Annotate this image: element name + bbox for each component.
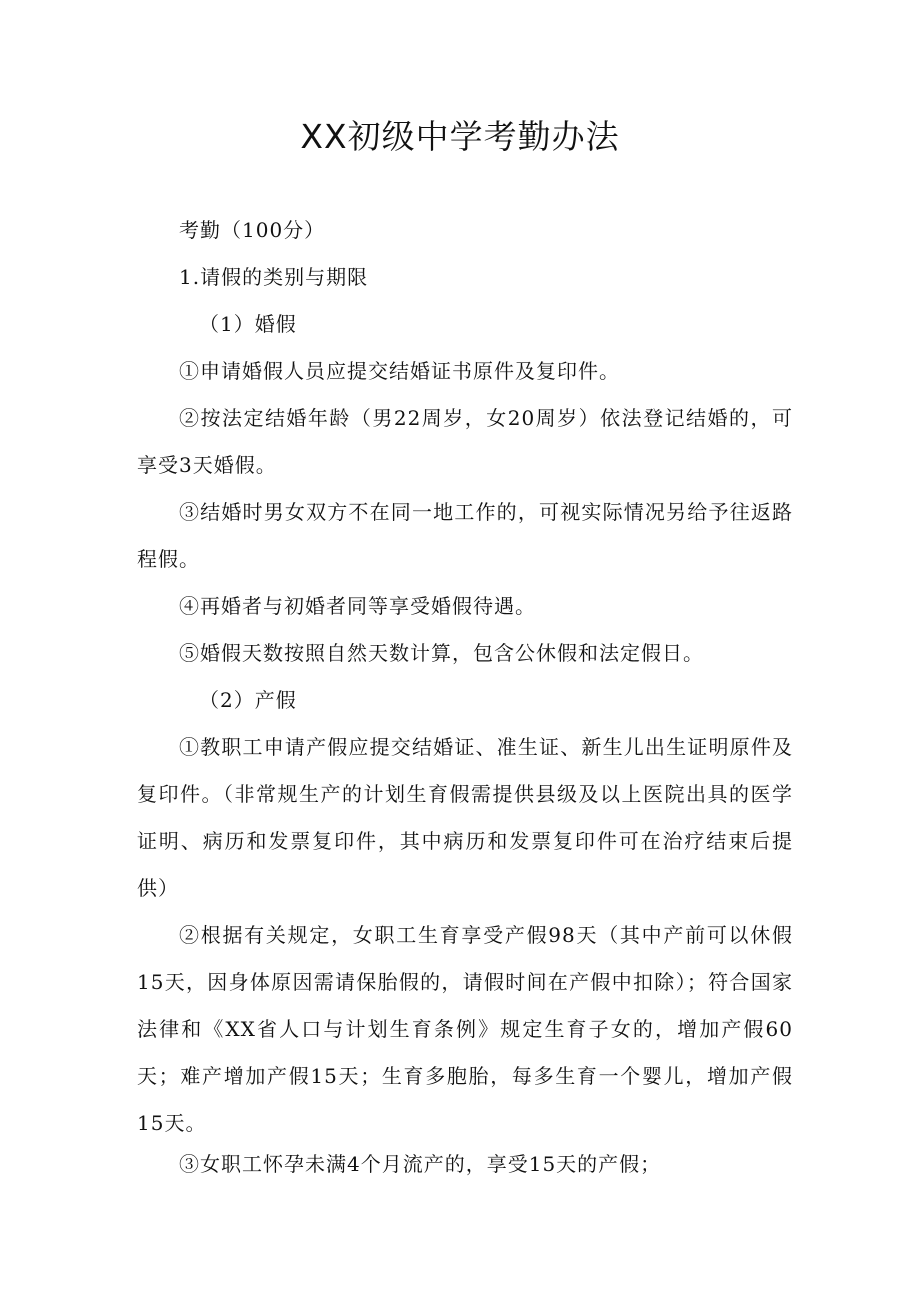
document-body (137, 207, 793, 1188)
paragraph-attendance-score: 考勤（100分） (179, 218, 326, 242)
paragraph-marriage-5: ⑤婚假天数按照自然天数计算，包含公休假和法定假日。 (179, 641, 704, 665)
paragraph-marriage-3: ③结婚时男女双方不在同一地工作的，可视实际情况另给予往返路程假。 (137, 500, 793, 571)
subheading-maternity-leave: （2）产假 (199, 688, 297, 712)
subheading-marriage-leave: （1）婚假 (199, 312, 297, 336)
section-heading-leave-types: 1.请假的类别与期限 (179, 265, 369, 289)
paragraph-maternity-2: ②根据有关规定，女职工生育享受产假98天（其中产前可以休假15天，因身体原因需请保胎假的，请假时间在产假中扣除）；符合国家法律和《XX省人口与计划生育条例》规定生育子女的，增加产假60天；难产增加产假15天；生育多胞胎，每多生育一个婴儿，增加产假15天。 (137, 923, 793, 1135)
paragraph-marriage-1: ①申请婚假人员应提交结婚证书原件及复印件。 (179, 359, 620, 383)
document-title: XX初级中学考勤办法 (300, 117, 620, 156)
paragraph-maternity-1: ①教职工申请产假应提交结婚证、准生证、新生儿出生证明原件及复印件。（非常规生产的计划生育假需提供县级及以上医院出具的医学证明、病历和发票复印件，其中病历和发票复印件可在治疗结束后提供） (137, 735, 793, 900)
paragraph-maternity-3: ③女职工怀孕未满4个月流产的，享受15天的产假； (179, 1152, 662, 1176)
paragraph-marriage-4: ④再婚者与初婚者同等享受婚假待遇。 (179, 594, 536, 618)
paragraph-marriage-2: ②按法定结婚年龄（男22周岁，女20周岁）依法登记结婚的，可享受3天婚假。 (137, 406, 793, 477)
